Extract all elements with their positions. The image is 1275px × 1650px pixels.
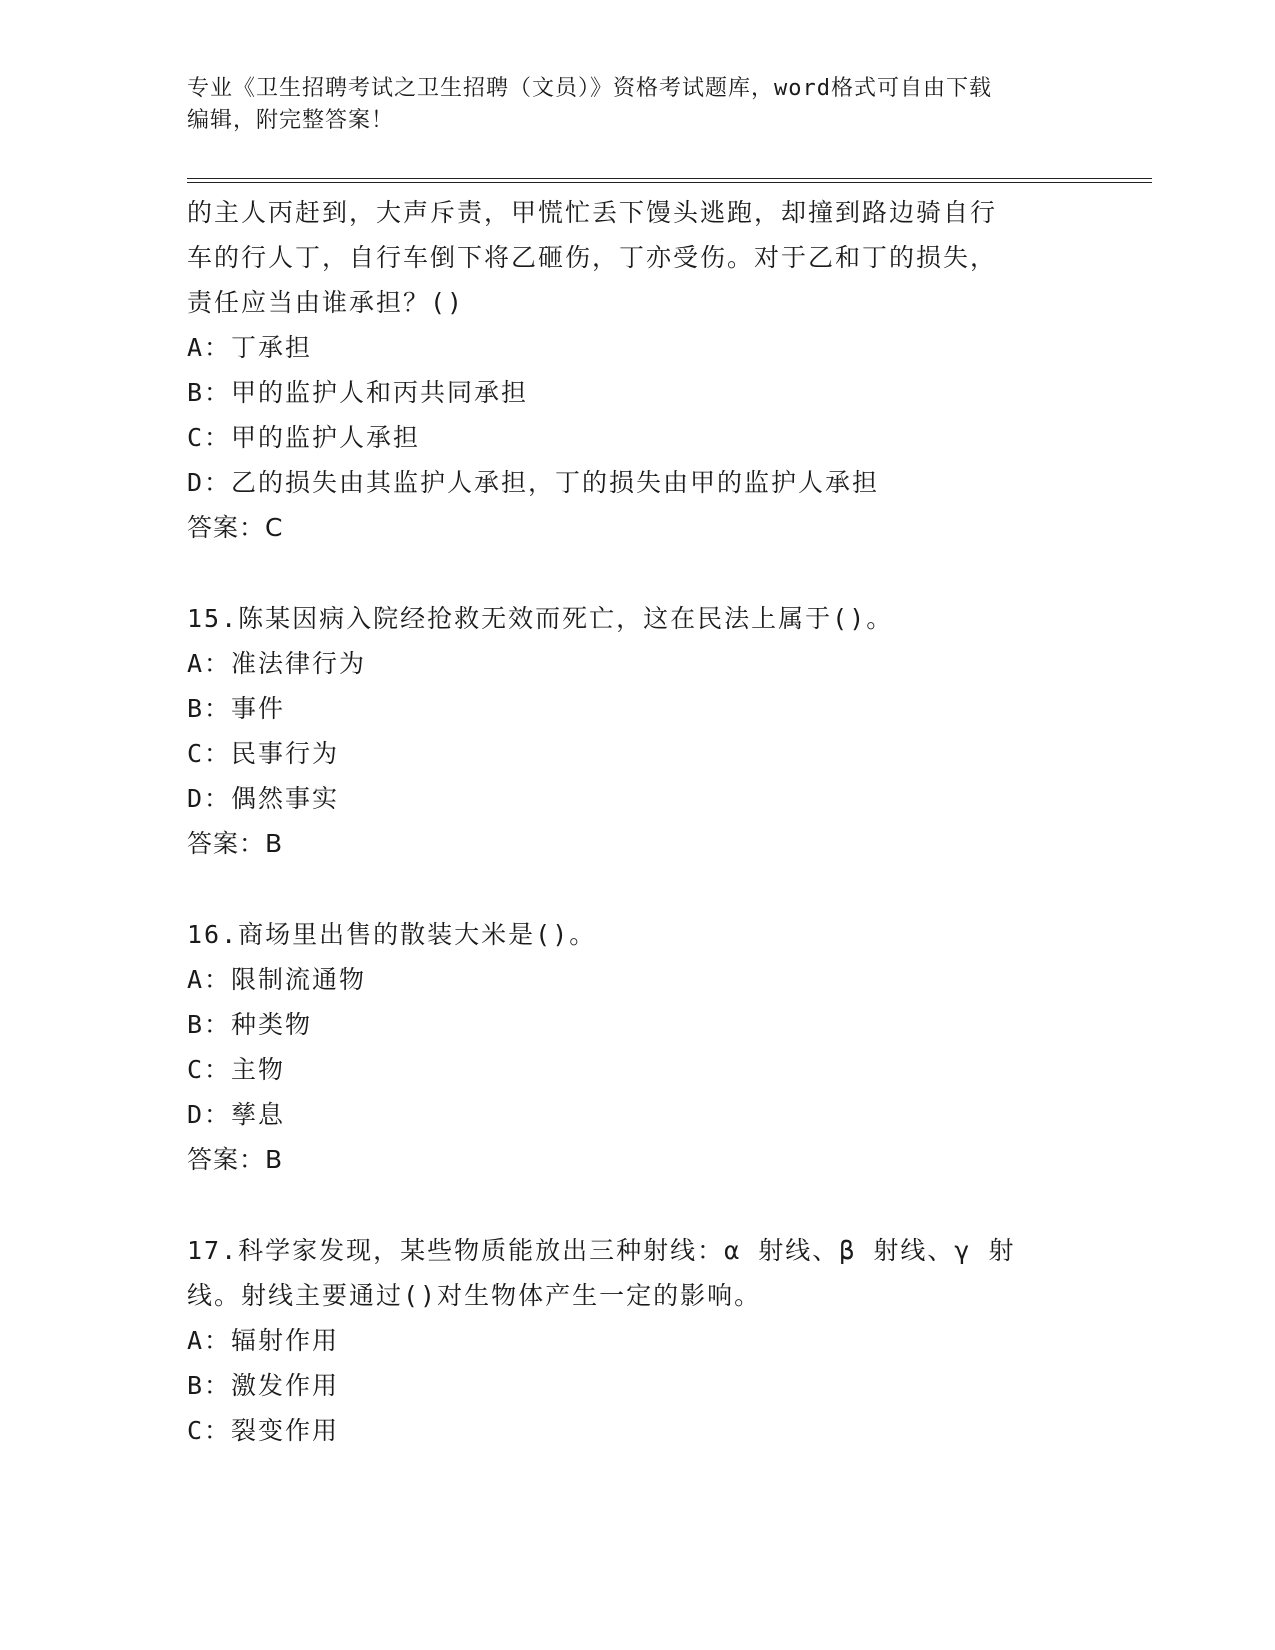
option-c: C：裂变作用 <box>187 1416 340 1445</box>
answer-label: 答案：B <box>187 1145 284 1174</box>
option-b: B：种类物 <box>187 1010 313 1039</box>
question-text-line: 线。射线主要通过()对生物体产生一定的影响。 <box>187 1281 762 1310</box>
question-15 <box>187 596 1067 866</box>
option-a: A：限制流通物 <box>187 965 367 994</box>
question-list <box>187 190 1067 1453</box>
question-text-line: 16.商场里出售的散装大米是()。 <box>187 920 597 949</box>
header-line-2: 编辑，附完整答案！ <box>187 108 395 133</box>
document-header <box>187 73 1087 137</box>
answer-label: 答案：B <box>187 829 284 858</box>
question-text-line: 车的行人丁，自行车倒下将乙砸伤，丁亦受伤。对于乙和丁的损失， <box>187 243 998 272</box>
question-text-line: 17.科学家发现，某些物质能放出三种射线：α 射线、β 射线、γ 射 <box>187 1236 1016 1265</box>
question-16 <box>187 912 1067 1182</box>
question-continued <box>187 190 1067 550</box>
question-text-line: 责任应当由谁承担？() <box>187 288 465 317</box>
option-a: A：辐射作用 <box>187 1326 340 1355</box>
answer-label: 答案：C <box>187 513 284 542</box>
header-line-1: 专业《卫生招聘考试之卫生招聘（文员）》资格考试题库，word格式可自由下载 <box>187 76 992 101</box>
option-d: D：孳息 <box>187 1100 286 1129</box>
option-c: C：甲的监护人承担 <box>187 423 421 452</box>
question-text-line: 15.陈某因病入院经抢救无效而死亡，这在民法上属于()。 <box>187 604 894 633</box>
option-c: C：主物 <box>187 1055 286 1084</box>
option-a: A：丁承担 <box>187 333 313 362</box>
option-d: D：偶然事实 <box>187 784 340 813</box>
option-b: B：事件 <box>187 694 286 723</box>
header-divider <box>187 178 1152 183</box>
question-text-line: 的主人丙赶到，大声斥责，甲慌忙丢下馒头逃跑，却撞到路边骑自行 <box>187 198 998 227</box>
option-c: C：民事行为 <box>187 739 340 768</box>
option-d: D：乙的损失由其监护人承担，丁的损失由甲的监护人承担 <box>187 468 880 497</box>
question-17 <box>187 1228 1067 1453</box>
option-a: A：准法律行为 <box>187 649 367 678</box>
option-b: B：激发作用 <box>187 1371 340 1400</box>
option-b: B：甲的监护人和丙共同承担 <box>187 378 529 407</box>
